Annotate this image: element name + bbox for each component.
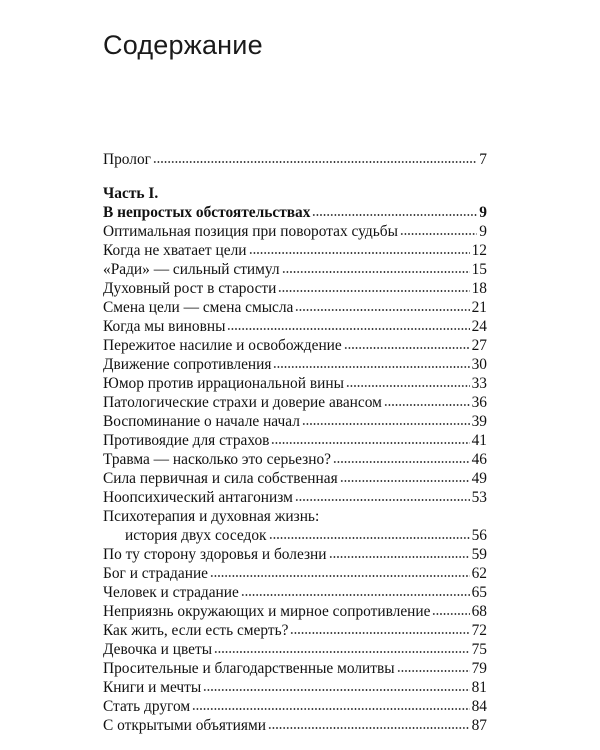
toc-entry-page: 65 (471, 584, 487, 601)
toc-entry-title: Движение сопротивления (103, 356, 272, 373)
toc-entry-title: Духовный рост в старости (103, 280, 277, 297)
toc-entry-page: 62 (471, 565, 487, 582)
dot-leader (282, 270, 470, 274)
toc-entry (103, 583, 487, 602)
toc-entry-page: 27 (471, 337, 487, 354)
table-of-contents (103, 150, 487, 735)
dot-leader (153, 160, 477, 164)
dot-leader (268, 726, 470, 730)
dot-leader (302, 422, 470, 426)
toc-entry-title: Травма — насколько это серьезно? (103, 451, 332, 468)
toc-entry-title: Неприязнь окружающих и мирное сопротивление (103, 603, 431, 620)
toc-entry-title: Как жить, если есть смерть? (103, 622, 289, 639)
dot-leader (227, 327, 469, 331)
part-heading: Часть I. (103, 185, 159, 202)
dot-leader (400, 232, 477, 236)
toc-entry-title: Книги и мечты (103, 679, 202, 696)
toc-entry (103, 260, 487, 279)
toc-entry-title: Стать другом (103, 698, 191, 715)
toc-entry-multiline-first (103, 507, 487, 526)
toc-entry-page: 15 (471, 261, 487, 278)
toc-entry-title: В непростых обстоятельствах (103, 204, 311, 221)
toc-entries-list-continued (103, 545, 487, 735)
toc-entry (103, 279, 487, 298)
toc-entry (103, 602, 487, 621)
toc-entry-title: Сила первичная и сила собственная (103, 470, 338, 487)
toc-entry-title: история двух соседок (125, 527, 267, 544)
toc-entry-page: 7 (479, 151, 487, 168)
toc-entry-page: 33 (471, 375, 487, 392)
dot-leader (214, 650, 470, 654)
toc-entry-title: Девочка и цветы (103, 641, 213, 658)
toc-entry-title: Пролог (103, 151, 151, 168)
toc-entry (103, 450, 487, 469)
dot-leader (192, 707, 470, 711)
dot-leader (346, 384, 470, 388)
toc-entry (103, 545, 487, 564)
dot-leader (273, 365, 469, 369)
toc-entry (103, 659, 487, 678)
dot-leader (271, 441, 469, 445)
toc-entry-part-title (103, 203, 487, 222)
dot-leader (312, 213, 477, 217)
toc-entry (103, 431, 487, 450)
toc-entries-list (103, 222, 487, 507)
toc-entry-title: Психотерапия и духовная жизнь: (103, 508, 320, 525)
toc-entry-title: Бог и страдание (103, 565, 209, 582)
dot-leader (290, 631, 469, 635)
toc-entry-title: Ноопсихический антагонизм (103, 489, 293, 506)
toc-entry (103, 564, 487, 583)
toc-entry (103, 678, 487, 697)
toc-entry-page: 36 (471, 394, 487, 411)
dot-leader (384, 403, 470, 407)
toc-entry-multiline-second (103, 526, 487, 545)
toc-entry-page: 75 (471, 641, 487, 658)
toc-entry-title: Оптимальная позиция при поворотах судьбы (103, 223, 398, 240)
toc-entry (103, 336, 487, 355)
toc-entry (103, 621, 487, 640)
toc-entry-page: 9 (479, 204, 487, 221)
toc-entry-page: 59 (471, 546, 487, 563)
toc-entry-page: 79 (471, 660, 487, 677)
toc-entry-page: 18 (471, 280, 487, 297)
toc-entry-page: 49 (471, 470, 487, 487)
toc-entry-page: 84 (471, 698, 487, 715)
toc-entry (103, 317, 487, 336)
toc-entry-page: 9 (479, 223, 487, 240)
toc-entry (103, 697, 487, 716)
dot-leader (397, 669, 470, 673)
toc-entry-page: 72 (471, 622, 487, 639)
toc-entry-page: 53 (471, 489, 487, 506)
dot-leader (203, 688, 469, 692)
toc-entry (103, 640, 487, 659)
dot-leader (295, 308, 469, 312)
toc-entry (103, 488, 487, 507)
toc-entry-prologue (103, 150, 487, 169)
toc-entry (103, 716, 487, 735)
dot-leader (344, 346, 470, 350)
toc-entry-title: По ту сторону здоровья и болезни (103, 546, 327, 563)
toc-entry-title: Пережитое насилие и освобождение (103, 337, 342, 354)
dot-leader (333, 460, 470, 464)
toc-entry-title: Юмор против иррациональной вины (103, 375, 344, 392)
toc-entry-title: Когда мы виновны (103, 318, 226, 335)
toc-entry-title: Когда не хватает цели (103, 242, 247, 259)
toc-entry (103, 298, 487, 317)
toc-entry-page: 41 (471, 432, 487, 449)
dot-leader (278, 289, 469, 293)
dot-leader (432, 612, 469, 616)
toc-entry-page: 46 (471, 451, 487, 468)
toc-entry (103, 241, 487, 260)
toc-entry-title: Просительные и благодарственные молитвы (103, 660, 395, 677)
toc-entry-page: 87 (471, 717, 487, 734)
toc-entry-title: Противоядие для страхов (103, 432, 270, 449)
toc-entry (103, 374, 487, 393)
dot-leader (269, 536, 470, 540)
toc-entry (103, 355, 487, 374)
toc-entry-page: 68 (471, 603, 487, 620)
dot-leader (295, 498, 470, 502)
toc-entry-page: 81 (471, 679, 487, 696)
dot-leader (210, 574, 470, 578)
toc-entry-page: 21 (471, 299, 487, 316)
dot-leader (241, 593, 470, 597)
toc-entry-title: «Ради» — сильный стимул (103, 261, 280, 278)
dot-leader (340, 479, 470, 483)
toc-entry-page: 12 (471, 242, 487, 259)
toc-entry-page: 24 (471, 318, 487, 335)
page-title: Содержание (103, 30, 263, 60)
toc-entry (103, 222, 487, 241)
toc-entry (103, 469, 487, 488)
toc-entry (103, 393, 487, 412)
toc-entry-title: С открытыми объятиями (103, 717, 266, 734)
toc-entry-title: Патологические страхи и доверие авансом (103, 394, 382, 411)
toc-entry-page: 30 (471, 356, 487, 373)
toc-entry-title: Смена цели — смена смысла (103, 299, 294, 316)
toc-entry-title: Человек и страдание (103, 584, 239, 601)
toc-entry (103, 412, 487, 431)
toc-entry-page: 39 (471, 413, 487, 430)
toc-entry-title: Воспоминание о начале начал (103, 413, 300, 430)
dot-leader (329, 555, 470, 559)
dot-leader (249, 251, 470, 255)
toc-entry-page: 56 (471, 527, 487, 544)
